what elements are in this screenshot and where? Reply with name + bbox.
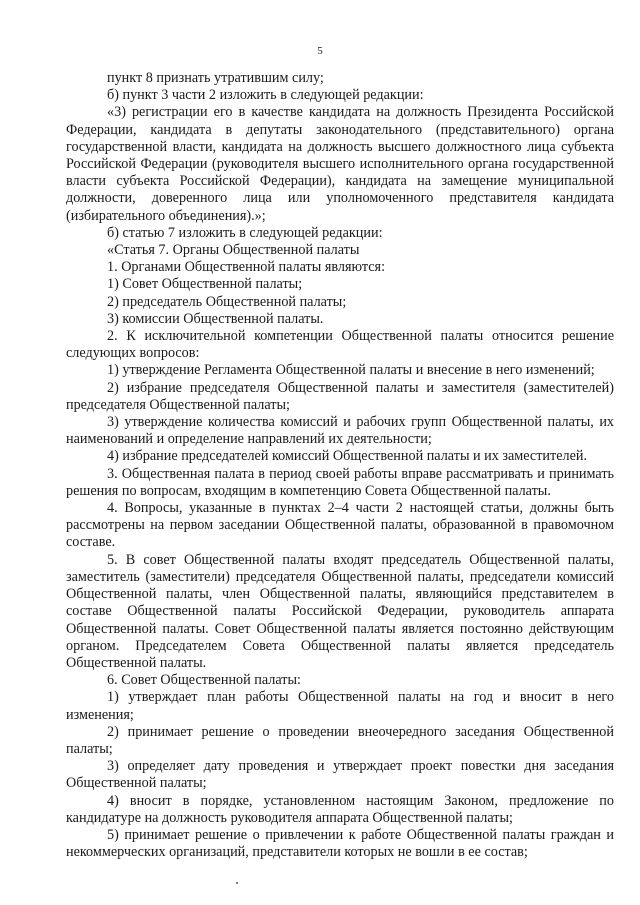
paragraph: б) статью 7 изложить в следующей редакции: [107,224,383,241]
list-item: 1) утверждение Регламента Общественной палаты и внесение в него изменений; [107,362,595,379]
list-item: 2) избрание председателя Общественной палаты и заместителя (заместителей) председателя Общественной палаты; [66,379,614,413]
paragraph: 6. Совет Общественной палаты: [107,672,301,689]
list-item: 2) принимает решение о проведении внеочередного заседания Общественной палаты; [66,723,614,757]
page-number: 5 [317,45,323,57]
list-item: 1) Совет Общественной палаты; [107,276,303,293]
article-heading: «Статья 7. Органы Общественной палаты [107,242,360,259]
paragraph: 3. Общественная палата в период своей работы вправе рассматривать и принимать решения по вопросам, входящим в компетенцию Совета Общественной палаты. [66,465,614,499]
list-item: 4) избрание председателей комиссий Общественной палаты и их заместителей. [107,448,588,465]
list-item: 1) утверждает план работы Общественной палаты на год и вносит в него изменения; [66,689,614,723]
list-item: 2) председатель Общественной палаты; [107,293,347,310]
list-item: 5) принимает решение о привлечении к работе Общественной палаты граждан и некоммерческих организаций, представители которых не вошли в ее состав; [66,826,614,861]
list-item: 3) комиссии Общественной палаты. [107,310,324,327]
paragraph: 4. Вопросы, указанные в пунктах 2–4 части 2 настоящей статьи, должны быть рассмотрены на первом заседании Общественной палаты, образованной в правомочном составе. [66,500,614,551]
paragraph: пункт 8 признать утратившим силу; [107,70,324,86]
list-item: 3) утверждение количества комиссий и рабочих групп Общественной палаты, их наименований и определение направлений их деятельности; [66,414,614,448]
list-item: 4) вносит в порядке, установленном настоящим Законом, предложение по кандидатуре на должность руководителя аппарата Общественной палаты; [66,792,614,826]
paragraph: 2. К исключительной компетенции Общественной палаты относится решение следующих вопросов: [66,328,614,362]
document-body [66,70,614,861]
paragraph: 5. В совет Общественной палаты входят председатель Общественной палаты, заместитель (заместители) председателя Общественной палаты, председатели комиссий Общественной палаты, член Общественной палаты, являющийся представителем в составе Общественной палаты Российской Федерации, руководитель аппарата Общественной палаты. Совет Общественной палаты является постоянно действующим органом. Председателем Совета Общественной палаты является председатель Общественной палаты. [66,551,614,671]
paragraph: «3) регистрации его в качестве кандидата на должность Президента Российской Федерации, кандидата в депутаты законодательного (представительного) органа государственной власти, кандидата на должность высшего должностного лица субъекта Российской Федерации (руководителя высшего исполнительного органа государственной власти субъекта Российской Федерации), кандидата на замещение муниципальной должности, доверенного лица или уполномоченного представителя кандидата (избирательного объединения).»; [66,104,614,224]
scan-speck [236,882,238,884]
list-item: 3) определяет дату проведения и утверждает проект повестки дня заседания Общественной палаты; [66,758,614,792]
paragraph: 1. Органами Общественной палаты являются: [107,259,386,276]
paragraph: б) пункт 3 части 2 изложить в следующей редакции: [107,87,424,104]
